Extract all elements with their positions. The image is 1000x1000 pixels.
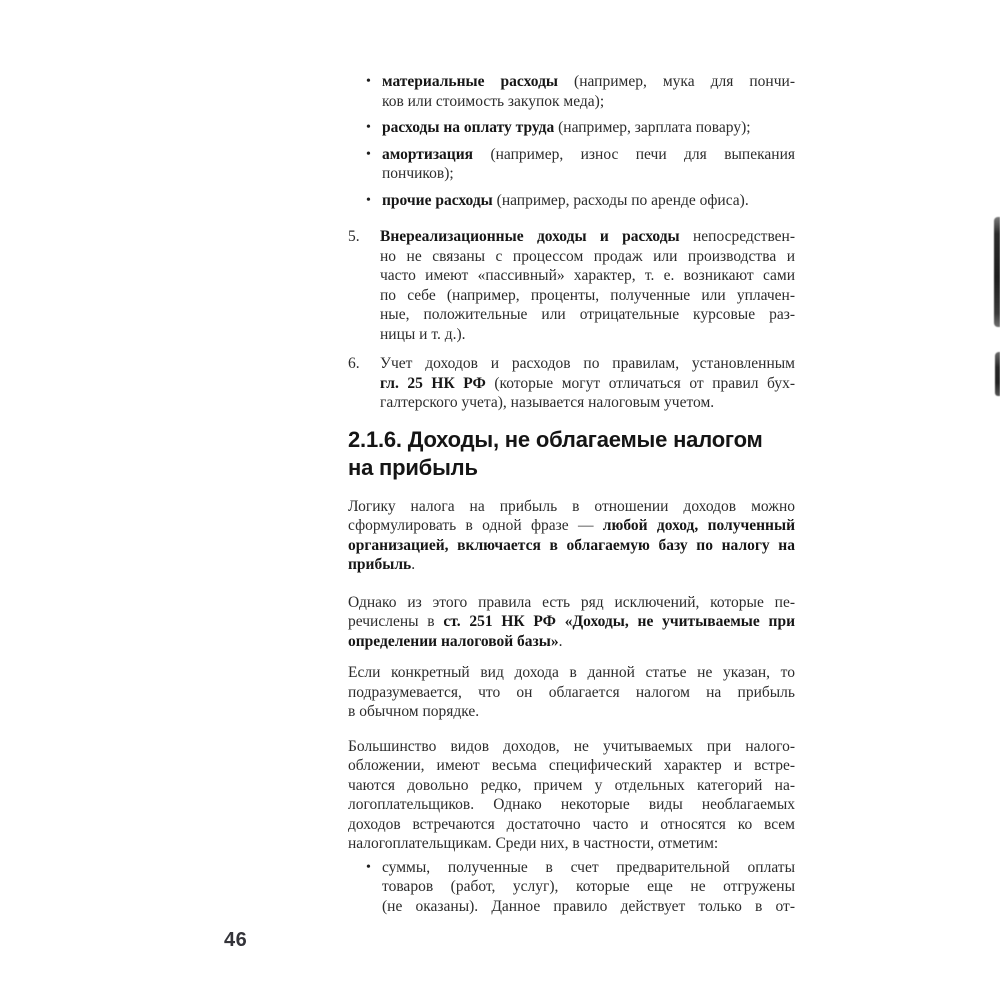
bullet-text-line xyxy=(382,164,795,184)
paragraph-line xyxy=(348,593,795,613)
bold-text-run: материальные расходы xyxy=(382,73,559,90)
text-run: обложении, имеют весьма специфический характер и встре- xyxy=(348,757,795,774)
text-run: суммы, полученные в счет предварительной оплаты xyxy=(382,858,795,876)
text-run: ков или стоимость закупок меда); xyxy=(382,92,605,110)
bullet-text-line xyxy=(382,92,795,112)
item-text-line xyxy=(380,227,795,247)
text-run: сформулировать в одной фразе — xyxy=(348,517,603,534)
item-text-line xyxy=(380,354,795,374)
bullet-item xyxy=(348,145,795,184)
item-number: 5. xyxy=(348,228,360,245)
bullet-item xyxy=(348,118,795,138)
bullet-marker: • xyxy=(366,74,371,89)
heading-line: на прибыль xyxy=(348,454,478,480)
paragraph-line xyxy=(348,756,795,776)
text-run: (не оказаны). Данное правило действует только в от- xyxy=(382,897,795,915)
text-run: налогоплательщикам. Среди них, в частности, отметим: xyxy=(348,835,719,852)
bold-text-run: ст. 251 НК РФ «Доходы, не учитываемые при xyxy=(443,613,796,630)
paragraph-line xyxy=(348,795,795,815)
bold-text-run: прибыль xyxy=(348,556,412,573)
bullet-text-line xyxy=(382,191,795,211)
heading-line: 2.1.6. Доходы, не облагаемые налогом xyxy=(348,426,763,452)
text-run: часто имеют «пассивный» характер, т. е. возникают сами xyxy=(380,267,795,284)
text-run: логоплательщиков. Однако некоторые виды необлагаемых xyxy=(348,796,795,813)
text-run: товаров (работ, услуг), которые еще не отгружены xyxy=(382,878,795,895)
numbered-items xyxy=(348,227,795,413)
text-run: Учет доходов и расходов по правилам, установленным xyxy=(380,355,795,372)
bold-text-run: Внереализационные доходы и расходы xyxy=(380,228,680,245)
text-run: ницы и т. д.). xyxy=(380,325,466,343)
paragraph-line xyxy=(348,663,795,683)
page-content xyxy=(348,0,795,916)
paragraph-line xyxy=(348,632,795,652)
text-run: (которые могут отличаться от правил бух- xyxy=(485,374,795,392)
bold-text-run: любой доход, полученный xyxy=(602,517,796,534)
item-text-line xyxy=(380,305,795,325)
bullet-marker: • xyxy=(366,192,371,208)
text-run: (например, износ печи для выпекания xyxy=(473,145,795,163)
item-text-line xyxy=(380,374,795,394)
paragraph-line xyxy=(348,516,795,536)
bullet-text-line xyxy=(382,72,795,92)
body-paragraph xyxy=(348,737,795,854)
text-run: речислены в xyxy=(348,613,444,630)
body-paragraph xyxy=(348,663,795,722)
text-run: (например, мука для пончи- xyxy=(558,73,795,90)
bullet-marker: • xyxy=(366,120,371,135)
text-run: ные, положительные или отрицательные курсовые раз- xyxy=(380,306,795,323)
bullet-marker: • xyxy=(366,146,371,162)
body-paragraph xyxy=(348,593,795,652)
bold-text-run: гл. 25 НК РФ xyxy=(380,374,486,392)
scan-artifact-bottom xyxy=(995,352,1000,396)
paragraph-line xyxy=(348,612,795,632)
paragraph-line xyxy=(348,683,795,703)
body-paragraphs xyxy=(348,497,795,854)
item-text-line xyxy=(380,325,795,345)
text-run: но не связаны с процессом продаж или производства и xyxy=(380,247,795,265)
text-run: доходов встречаются достаточно часто и относятся ко всем xyxy=(348,815,795,833)
paragraph-line xyxy=(348,536,795,556)
bold-text-run: организацией, включается в облагаемую базу по налогу на xyxy=(348,536,795,554)
expense-types-bullet-list xyxy=(348,72,795,210)
paragraph-line xyxy=(348,497,795,517)
paragraph-line xyxy=(348,555,795,575)
text-run: галтерского учета), называется налоговым учетом. xyxy=(380,394,715,411)
bullet-text-line xyxy=(382,897,795,917)
paragraph-line xyxy=(348,834,795,854)
bullet-item xyxy=(348,858,795,917)
paragraph-line xyxy=(348,815,795,835)
item-text-line xyxy=(380,286,795,306)
page-number: 46 xyxy=(224,929,248,951)
bold-text-run: амортизация xyxy=(382,145,474,163)
body-paragraph xyxy=(348,497,795,575)
text-run: подразумевается, что он облагается налогом на прибыль xyxy=(348,683,795,701)
numbered-item xyxy=(348,354,795,413)
paragraph-line xyxy=(348,776,795,796)
text-run: Однако из этого правила есть ряд исключений, которые пе- xyxy=(348,593,795,611)
bullet-text-line xyxy=(382,118,795,138)
text-run: непосредствен- xyxy=(679,228,796,245)
scan-artifact-top xyxy=(994,217,1000,327)
bullet-item xyxy=(348,72,795,111)
untaxed-income-bullet-list xyxy=(348,858,795,917)
bullet-text-line xyxy=(382,145,795,165)
numbered-item xyxy=(348,227,795,344)
item-text-line xyxy=(380,247,795,267)
bullet-marker: • xyxy=(366,859,371,875)
bold-text-run: прочие расходы xyxy=(382,191,493,209)
paragraph-line xyxy=(348,737,795,757)
text-run: (например, расходы по аренде офиса). xyxy=(492,191,749,209)
text-run: по себе (например, проценты, полученные или уплачен- xyxy=(380,286,795,304)
text-run: чаются довольно редко, причем у отдельных категорий на- xyxy=(348,776,795,794)
paragraph-line xyxy=(348,702,795,722)
text-run: в обычном порядке. xyxy=(348,703,480,720)
text-run: Если конкретный вид дохода в данной статье не указан, то xyxy=(348,664,795,681)
text-run: Логику налога на прибыль в отношении доходов можно xyxy=(348,497,795,515)
bullet-text-line xyxy=(382,877,795,897)
bold-text-run: определении налоговой базы» xyxy=(348,632,559,650)
bullet-text-line xyxy=(382,858,795,878)
text-run: . xyxy=(411,556,416,573)
item-text-line xyxy=(380,393,795,413)
item-number: 6. xyxy=(348,355,360,372)
text-run: (например, зарплата повару); xyxy=(554,119,751,136)
text-run: пончиков); xyxy=(382,165,454,182)
bold-text-run: расходы на оплату труда xyxy=(382,119,555,136)
bullet-item xyxy=(348,191,795,211)
section-heading xyxy=(348,426,795,482)
item-text-line xyxy=(380,266,795,286)
text-run: . xyxy=(558,632,563,650)
text-run: Большинство видов доходов, не учитываемых при налого- xyxy=(348,737,795,755)
